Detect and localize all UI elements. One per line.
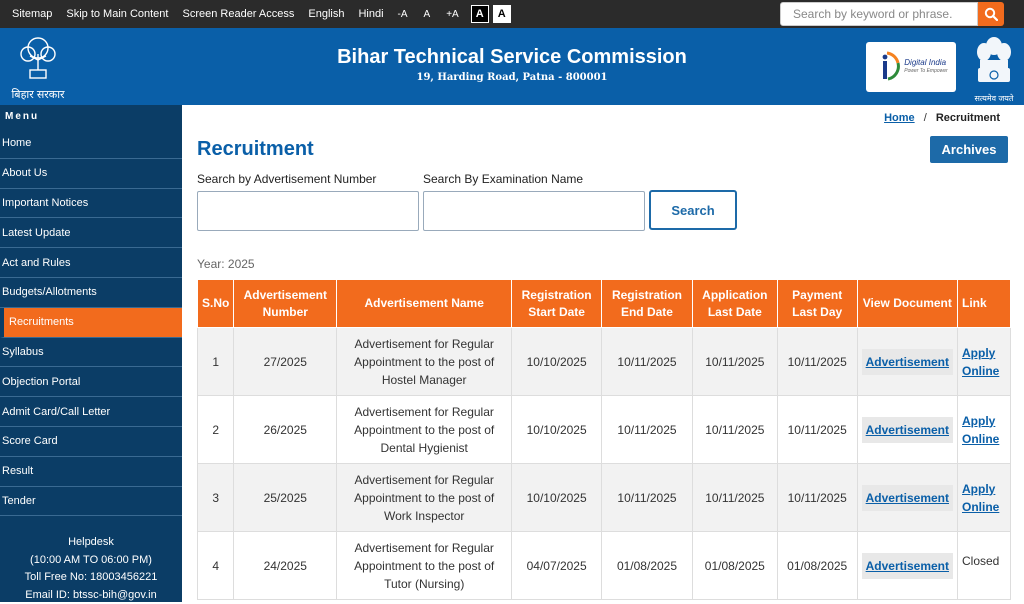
col-reg-start: Registration Start Date xyxy=(512,280,602,328)
cell-adv-number: 25/2025 xyxy=(234,464,337,532)
cell-adv-name: Advertisement for Regular Appointment to the post of Dental Hygienist xyxy=(337,396,512,464)
cell-sno: 1 xyxy=(198,328,234,396)
col-app-last: Application Last Date xyxy=(692,280,777,328)
cell-link-status: Closed xyxy=(958,532,1011,600)
table-row xyxy=(198,532,1011,600)
sidebar-item-objection-portal[interactable]: Objection Portal xyxy=(0,367,182,397)
table-row xyxy=(198,396,1011,464)
sidebar-item-score-card[interactable]: Score Card xyxy=(0,427,182,457)
sidebar-item-recruitments[interactable]: Recruitments xyxy=(0,308,182,338)
adv-number-input[interactable] xyxy=(197,191,419,231)
advertisement-link[interactable]: Advertisement xyxy=(862,553,953,579)
helpdesk-title: Helpdesk xyxy=(68,536,114,549)
col-sno: S.No xyxy=(198,280,234,328)
cell-reg-end: 10/11/2025 xyxy=(602,328,693,396)
utility-links xyxy=(12,8,398,20)
skip-to-main-link[interactable]: Skip to Main Content xyxy=(66,8,169,20)
cell-pay-last: 01/08/2025 xyxy=(777,532,857,600)
recruitment-table xyxy=(197,279,1011,600)
light-contrast-button[interactable]: A xyxy=(493,5,511,23)
cell-sno: 4 xyxy=(198,532,234,600)
cell-adv-name: Advertisement for Regular Appointment to the post of Work Inspector xyxy=(337,464,512,532)
helpdesk-tollfree: Toll Free No: 18003456221 xyxy=(24,571,158,584)
sidebar-item-about-us[interactable]: About Us xyxy=(0,159,182,189)
screen-reader-link[interactable]: Screen Reader Access xyxy=(182,8,295,20)
digital-india-title: Digital India xyxy=(904,58,947,67)
cell-pay-last: 10/11/2025 xyxy=(777,464,857,532)
apply-online-link[interactable]: Apply Online xyxy=(962,481,1000,514)
col-adv-number: Advertisement Number xyxy=(234,280,337,328)
cell-view-doc xyxy=(857,396,957,464)
cell-reg-end: 10/11/2025 xyxy=(602,396,693,464)
cell-adv-name: Advertisement for Regular Appointment to the post of Hostel Manager xyxy=(337,328,512,396)
cell-view-doc xyxy=(857,464,957,532)
cell-app-last: 10/11/2025 xyxy=(692,328,777,396)
cell-app-last: 10/11/2025 xyxy=(692,464,777,532)
advertisement-link[interactable]: Advertisement xyxy=(862,417,953,443)
sidebar-item-home[interactable]: Home xyxy=(0,129,182,159)
cell-reg-start: 04/07/2025 xyxy=(512,532,602,600)
search-button[interactable]: Search xyxy=(649,190,737,230)
cell-view-doc xyxy=(857,532,957,600)
cell-sno: 3 xyxy=(198,464,234,532)
cell-sno: 2 xyxy=(198,396,234,464)
breadcrumb-current: Recruitment xyxy=(935,112,1000,124)
font-decrease-button[interactable]: -A xyxy=(397,8,408,20)
cell-adv-number: 24/2025 xyxy=(234,532,337,600)
sidebar-item-latest-update[interactable]: Latest Update xyxy=(0,218,182,248)
national-emblem xyxy=(970,34,1018,102)
top-utility-bar xyxy=(0,0,1024,28)
cell-reg-end: 01/08/2025 xyxy=(602,532,693,600)
sidebar-item-budgets[interactable]: Budgets/Allotments xyxy=(0,278,182,308)
dark-contrast-button[interactable]: A xyxy=(471,5,489,23)
english-link[interactable]: English xyxy=(308,8,345,20)
table-row xyxy=(198,328,1011,396)
font-normal-button[interactable]: A xyxy=(423,8,431,20)
exam-name-input[interactable] xyxy=(423,191,645,231)
site-title: Bihar Technical Service Commission xyxy=(337,46,687,68)
breadcrumb-home-link[interactable]: Home xyxy=(884,112,915,124)
cell-app-last: 01/08/2025 xyxy=(692,532,777,600)
adv-number-label: Search by Advertisement Number xyxy=(197,172,377,186)
sidebar-item-admit-card[interactable]: Admit Card/Call Letter xyxy=(0,397,182,427)
sidebar-menu xyxy=(0,105,182,602)
cell-reg-start: 10/10/2025 xyxy=(512,396,602,464)
sidebar-item-tender[interactable]: Tender xyxy=(0,487,182,517)
table-row xyxy=(198,464,1011,532)
page-title: Recruitment xyxy=(197,138,314,160)
ashoka-emblem-icon xyxy=(974,34,1014,88)
bihar-sarkar-label: बिहार सरकार xyxy=(11,89,65,101)
sidebar-item-syllabus[interactable]: Syllabus xyxy=(0,338,182,368)
col-adv-name: Advertisement Name xyxy=(337,280,512,328)
helpdesk-hours: (10:00 AM TO 06:00 PM) xyxy=(30,553,152,566)
hindi-link[interactable]: Hindi xyxy=(358,8,384,20)
cell-adv-name: Advertisement for Regular Appointment to the post of Tutor (Nursing) xyxy=(337,532,512,600)
cell-reg-start: 10/10/2025 xyxy=(512,464,602,532)
cell-reg-start: 10/10/2025 xyxy=(512,328,602,396)
cell-pay-last: 10/11/2025 xyxy=(777,328,857,396)
breadcrumb xyxy=(884,112,1000,124)
site-search xyxy=(780,2,1004,26)
year-label: Year: 2025 xyxy=(197,257,255,271)
apply-online-link[interactable]: Apply Online xyxy=(962,413,1000,446)
sidebar-item-act-and-rules[interactable]: Act and Rules xyxy=(0,248,182,278)
archives-button[interactable]: Archives xyxy=(930,136,1008,163)
digital-india-tagline: Power To Empower xyxy=(904,68,948,74)
digital-india-icon xyxy=(874,49,900,85)
cell-adv-number: 27/2025 xyxy=(234,328,337,396)
font-size-controls xyxy=(398,9,475,20)
helpdesk-info xyxy=(0,516,182,604)
satyamev-jayate-label: सत्यमेव जयते xyxy=(974,94,1014,103)
sitemap-link[interactable]: Sitemap xyxy=(12,8,53,20)
sidebar-item-important-notices[interactable]: Important Notices xyxy=(0,189,182,219)
cell-link xyxy=(958,328,1011,396)
breadcrumb-separator: / xyxy=(923,112,927,124)
menu-title: Menu xyxy=(5,111,40,122)
cell-adv-number: 26/2025 xyxy=(234,396,337,464)
col-view-doc: View Document xyxy=(857,280,957,328)
cell-reg-end: 10/11/2025 xyxy=(602,464,693,532)
exam-name-label: Search By Examination Name xyxy=(423,172,584,186)
advertisement-link[interactable]: Advertisement xyxy=(862,349,953,375)
site-address: 19, Harding Road, Patna - 800001 xyxy=(416,72,608,83)
cell-view-doc xyxy=(857,328,957,396)
col-reg-end: Registration End Date xyxy=(602,280,693,328)
cell-link xyxy=(958,396,1011,464)
sidebar-item-result[interactable]: Result xyxy=(0,457,182,487)
cell-app-last: 10/11/2025 xyxy=(692,396,777,464)
site-header xyxy=(0,28,1024,105)
helpdesk-email: Email ID: btssc-bih@gov.in xyxy=(25,588,157,601)
col-link: Link xyxy=(958,280,1011,328)
site-search-input[interactable] xyxy=(780,2,978,26)
contrast-controls xyxy=(471,5,511,23)
col-pay-last: Payment Last Day xyxy=(777,280,857,328)
font-increase-button[interactable]: +A xyxy=(446,8,459,20)
site-search-button[interactable] xyxy=(978,2,1004,26)
table-header-row xyxy=(198,280,1011,328)
advertisement-link[interactable]: Advertisement xyxy=(862,485,953,511)
search-icon xyxy=(984,7,998,21)
cell-pay-last: 10/11/2025 xyxy=(777,396,857,464)
cell-link xyxy=(958,464,1011,532)
digital-india-logo[interactable] xyxy=(866,42,956,92)
apply-online-link[interactable]: Apply Online xyxy=(962,345,1000,378)
